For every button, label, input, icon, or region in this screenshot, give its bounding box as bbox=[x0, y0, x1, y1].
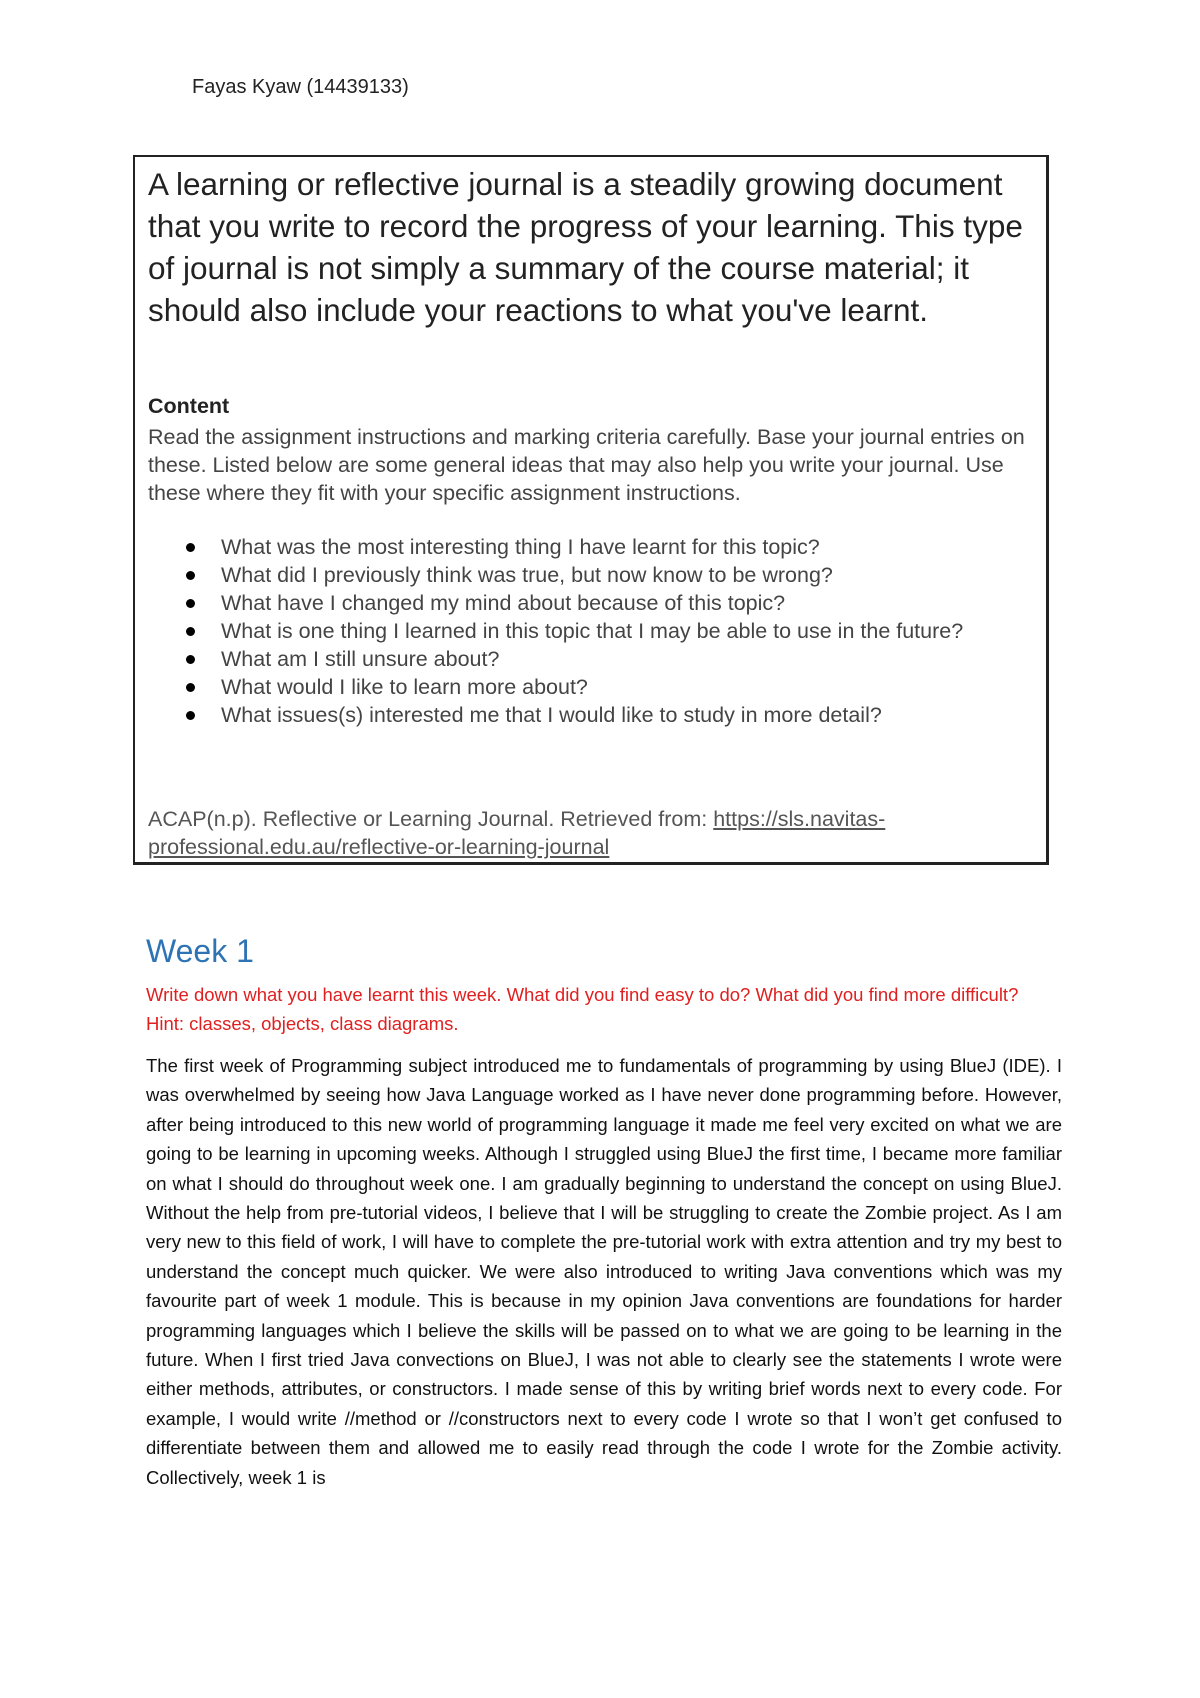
list-item bbox=[148, 589, 1028, 617]
author-name: Fayas Kyaw (14439133) bbox=[192, 76, 409, 98]
citation-text: ACAP(n.p). Reflective or Learning Journal. Retrieved from: bbox=[148, 807, 714, 831]
guiding-questions-list bbox=[148, 533, 1028, 729]
week-1-heading: Week 1 bbox=[146, 933, 254, 969]
list-item bbox=[148, 701, 1028, 729]
bullet-icon bbox=[186, 599, 195, 608]
question-text: What have I changed my mind about because of this topic? bbox=[221, 591, 786, 615]
question-text: What am I still unsure about? bbox=[221, 647, 500, 671]
question-text: What issues(s) interested me that I would like to study in more detail? bbox=[221, 703, 882, 727]
bullet-icon bbox=[186, 627, 195, 636]
bullet-icon bbox=[186, 683, 195, 692]
bullet-icon bbox=[186, 571, 195, 580]
question-text: What would I like to learn more about? bbox=[221, 675, 588, 699]
list-item bbox=[148, 645, 1028, 673]
question-text: What was the most interesting thing I have learnt for this topic? bbox=[221, 535, 820, 559]
bullet-icon bbox=[186, 543, 195, 552]
list-item bbox=[148, 617, 1028, 645]
list-item bbox=[148, 673, 1028, 701]
week-1-prompt: Write down what you have learnt this week. What did you find easy to do? What did you find more difficult? Hint: classes, objects, class diagrams. bbox=[146, 984, 1019, 1034]
content-instructions: Read the assignment instructions and marking criteria carefully. Base your journal entries on these. Listed below are some general ideas that may also help you write your journal. Use these where they fit with your specific assignment instructions. bbox=[148, 425, 1025, 505]
list-item bbox=[148, 561, 1028, 589]
reflective-journal-infobox bbox=[133, 155, 1049, 865]
week-1-reflection: The first week of Programming subject introduced me to fundamentals of programming by using BlueJ (IDE). I was overwhelmed by seeing how Java Language worked as I have never done programming before. However, after being introduced to this new world of programming language it made me feel very excited on what we are going to be learning in upcoming weeks. Although I struggled using BlueJ the first time, I became more familiar on what I should do throughout week one. I am gradually beginning to understand the concept on using BlueJ. Without the help from pre-tutorial videos, I believe that I will be struggling to create the Zombie project. As I am very new to this field of work, I will have to complete the pre-tutorial work with extra attention and try my best to understand the concept much quicker. We were also introduced to writing Java conventions which was my favourite part of week 1 module. This is because in my opinion Java conventions are foundations for harder programming languages which I believe the skills will be passed on to what we are going to be learning in the future. When I first tried Java convections on BlueJ, I was not able to clearly see the statements I wrote were either methods, attributes, or constructors. I made sense of this by writing brief words next to every code. For example, I would write //method or //constructors next to every code I wrote so that I won’t get confused to differentiate between them and allowed me to easily read through the code I wrote for the Zombie activity. Collectively, week 1 is bbox=[146, 1055, 1062, 1488]
question-text: What did I previously think was true, but now know to be wrong? bbox=[221, 563, 833, 587]
journal-definition: A learning or reflective journal is a steadily growing document that you write to record the progress of your learning. This type of journal is not simply a summary of the course material; it should also include your reactions to what you've learnt. bbox=[148, 166, 1023, 328]
question-text: What is one thing I learned in this topic that I may be able to use in the future? bbox=[221, 619, 964, 643]
content-heading: Content bbox=[148, 394, 230, 418]
citation bbox=[148, 805, 1038, 861]
bullet-icon bbox=[186, 655, 195, 664]
citation-link[interactable]: https://sls.navitas-professional.edu.au/reflective-or-learning-journal bbox=[148, 807, 886, 859]
bullet-icon bbox=[186, 711, 195, 720]
list-item bbox=[148, 533, 1028, 561]
